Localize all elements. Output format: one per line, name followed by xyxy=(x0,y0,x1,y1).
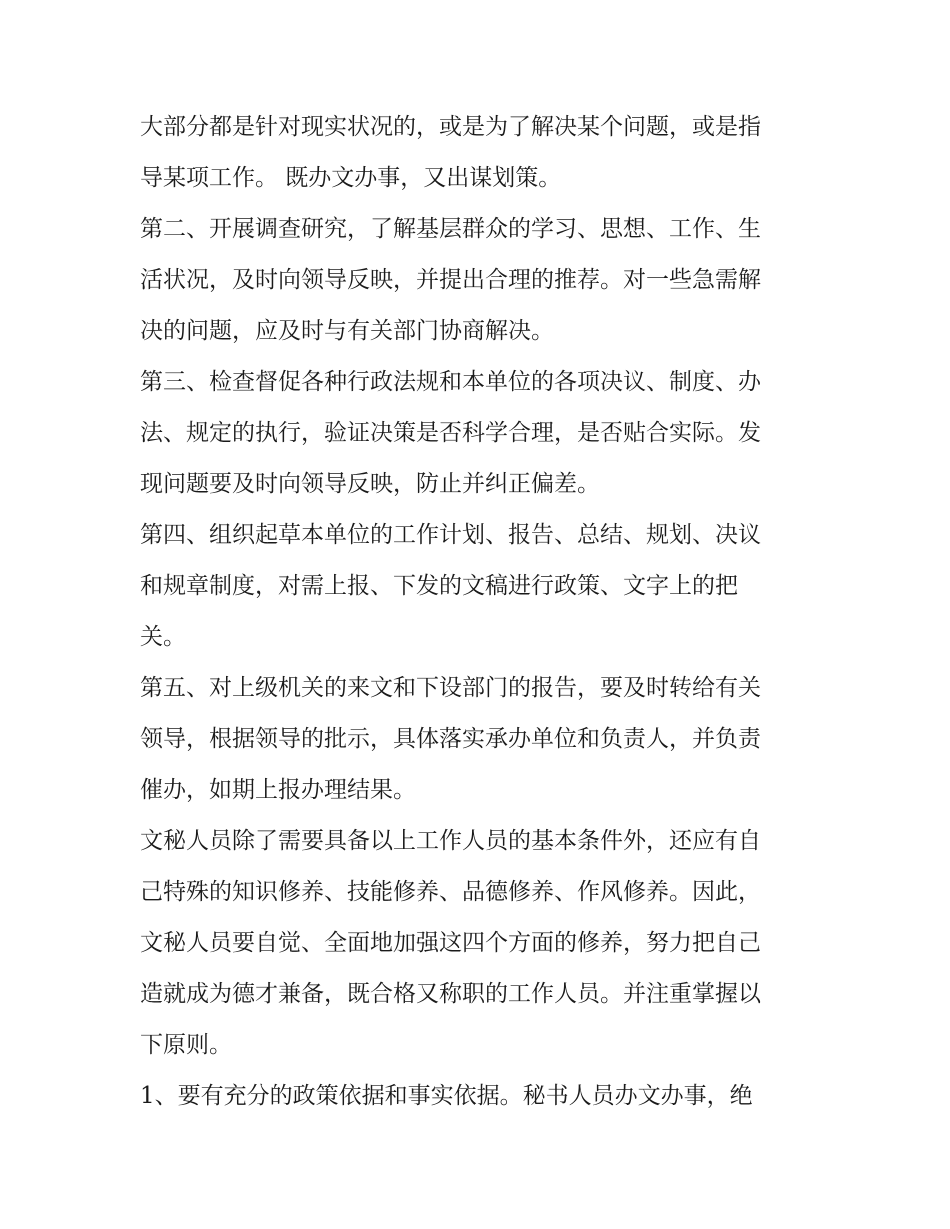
text-line: 关。 xyxy=(140,624,186,650)
paragraph-item-3 xyxy=(140,357,815,510)
paragraph-item-2 xyxy=(140,204,815,357)
text-line: 和规章制度，对需上报、下发的文稿进行政策、文字上的把 xyxy=(140,573,738,599)
paragraph-principle-1 xyxy=(140,1071,815,1122)
document-body xyxy=(140,102,815,1122)
text-line: 己特殊的知识修养、技能修养、品德修养、作风修养。因此， xyxy=(140,879,761,905)
text-line: 现问题要及时向领导反映，防止并纠正偏差。 xyxy=(140,471,600,497)
text-line: 第二、开展调查研究，了解基层群众的学习、思想、工作、生 xyxy=(140,216,761,242)
text-line: 第四、组织起草本单位的工作计划、报告、总结、规划、决议 xyxy=(140,522,761,548)
text-line: 法、规定的执行，验证决策是否科学合理，是否贴合实际。发 xyxy=(140,420,761,446)
text-line: 活状况，及时向领导反映，并提出合理的推荐。对一些急需解 xyxy=(140,267,761,293)
paragraph-item-5 xyxy=(140,663,815,816)
paragraph-intro-continued xyxy=(140,102,815,204)
text-line: 造就成为德才兼备，既合格又称职的工作人员。并注重掌握以 xyxy=(140,981,761,1007)
text-line: 文秘人员除了需要具备以上工作人员的基本条件外，还应有自 xyxy=(140,828,761,854)
text-line: 领导，根据领导的批示，具体落实承办单位和负责人，并负责 xyxy=(140,726,761,752)
text-line: 下原则。 xyxy=(140,1032,232,1058)
text-line: 文秘人员要自觉、全面地加强这四个方面的修养，努力把自己 xyxy=(140,930,761,956)
text-line: 导某项工作。 既办文办事，又出谋划策。 xyxy=(140,165,562,191)
text-line: 大部分都是针对现实状况的，或是为了解决某个问题，或是指 xyxy=(140,114,761,140)
text-line: 1、要有充分的政策依据和事实依据。秘书人员办文办事，绝 xyxy=(140,1083,753,1109)
text-line: 第五、对上级机关的来文和下设部门的报告，要及时转给有关 xyxy=(140,675,761,701)
text-line: 催办，如期上报办理结果。 xyxy=(140,777,416,803)
paragraph-secretary-qualities xyxy=(140,816,815,1071)
text-line: 第三、检查督促各种行政法规和本单位的各项决议、制度、办 xyxy=(140,369,761,395)
paragraph-item-4 xyxy=(140,510,815,663)
text-line: 决的问题，应及时与有关部门协商解决。 xyxy=(140,318,554,344)
